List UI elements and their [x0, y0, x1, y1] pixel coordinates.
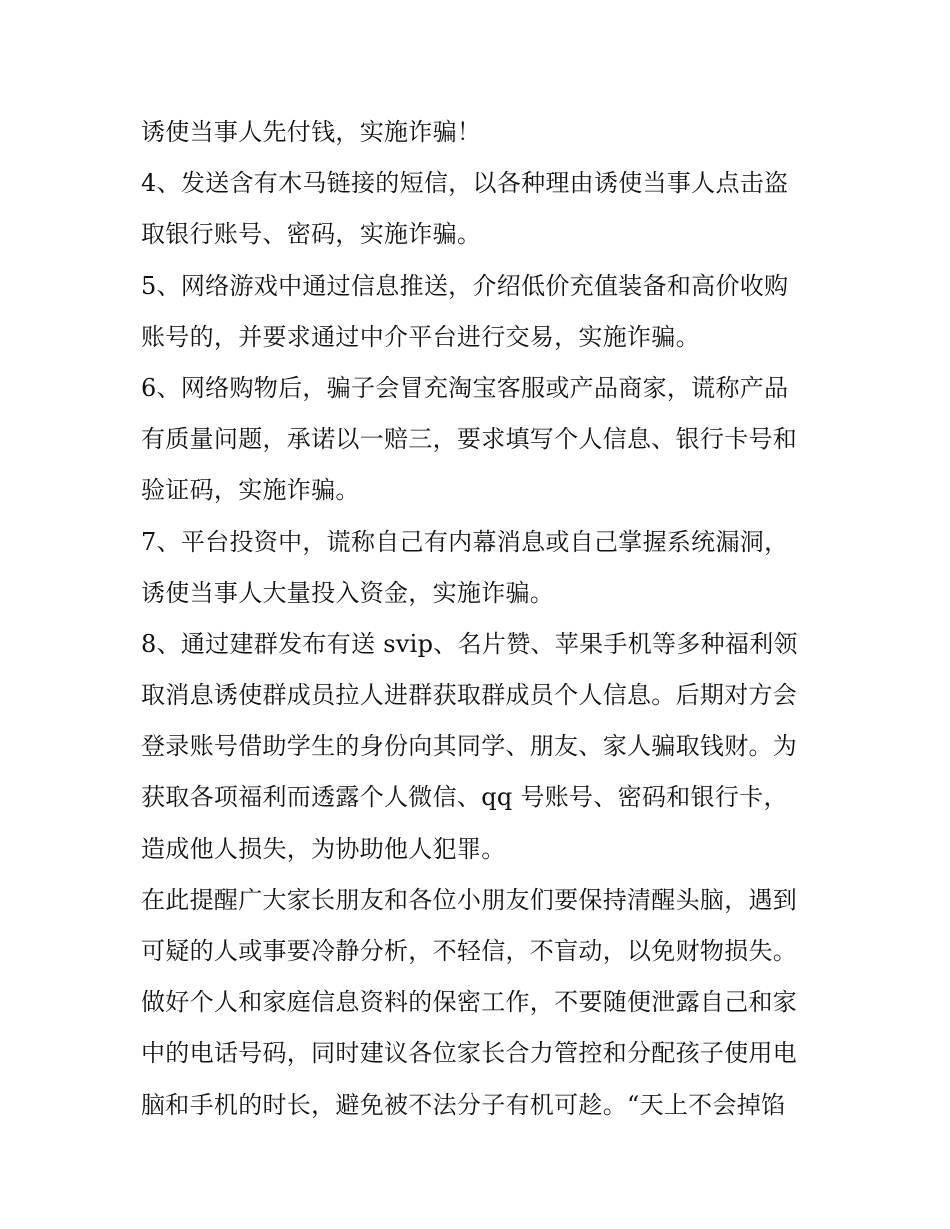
text-line: 在此提醒广大家长朋友和各位小朋友们要保持清醒头脑，遇到	[141, 885, 798, 914]
text-line: 造成他人损失，为协助他人犯罪。	[141, 834, 506, 863]
text-line: 诱使当事人先付钱，实施诈骗！	[141, 118, 482, 146]
text-line: 账号的，并要求通过中介平台进行交易，实施诈骗。	[141, 322, 700, 351]
text-line: 验证码，实施诈骗。	[141, 476, 360, 505]
text-line: 有质量问题，承诺以一赔三，要求填写个人信息、银行卡号和	[141, 425, 798, 454]
text-line: 7、平台投资中，谎称自己有内幕消息或自己掌握系统漏洞，	[141, 527, 789, 556]
text-line: 登录账号借助学生的身份向其同学、朋友、家人骗取钱财。为	[141, 732, 798, 761]
text-line: 取银行账号、密码，实施诈骗。	[141, 220, 482, 249]
text-line: 可疑的人或事要冷静分析，不轻信，不盲动，以免财物损失。	[141, 937, 798, 965]
text-line: 5、网络游戏中通过信息推送，介绍低价充值装备和高价收购	[141, 271, 789, 300]
text-line: 6、网络购物后，骗子会冒充淘宝客服或产品商家，谎称产品	[141, 373, 789, 402]
text-line: 诱使当事人大量投入资金，实施诈骗。	[141, 578, 555, 607]
text-line: 做好个人和家庭信息资料的保密工作，不要随便泄露自己和家	[141, 988, 798, 1017]
text-line: 脑和手机的时长，避免被不法分子有机可趁。“天上不会掉馅	[141, 1090, 786, 1119]
text-line: 4、发送含有木马链接的短信，以各种理由诱使当事人点击盗	[141, 169, 789, 198]
text-line: 8、通过建群发布有送 svip、名片赞、苹果手机等多种福利领	[141, 629, 798, 658]
text-line: 中的电话号码，同时建议各位家长合力管控和分配孩子使用电	[141, 1039, 798, 1068]
text-line: 取消息诱使群成员拉人进群获取群成员个人信息。后期对方会	[141, 681, 798, 710]
document-body	[141, 107, 821, 1131]
text-line: 获取各项福利而透露个人微信、qq 号账号、密码和银行卡，	[141, 783, 788, 812]
